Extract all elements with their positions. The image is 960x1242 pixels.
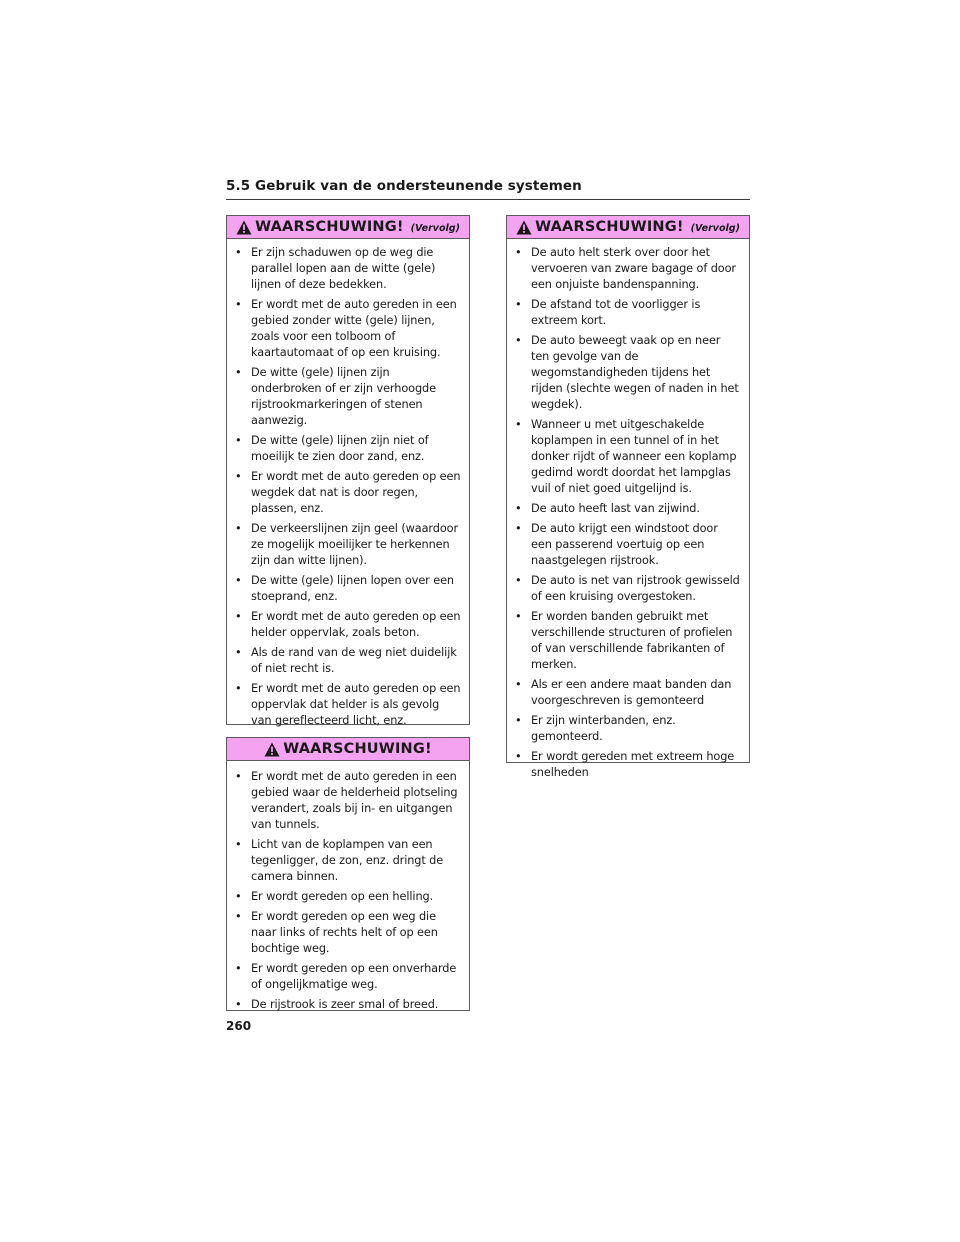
- list-item: [235, 645, 461, 677]
- bullet: •: [515, 298, 522, 311]
- list-item: [235, 469, 461, 517]
- list-item: [515, 501, 741, 517]
- list-item-text: De auto heeft last van zijwind.: [531, 502, 700, 515]
- list-item: [235, 909, 461, 957]
- list-item-text: Er wordt gereden op een onverharde of ongelijkmatige weg.: [251, 962, 457, 991]
- list-item-text: Er wordt met de auto gereden op een oppervlak dat helder is als gevolg van gereflecteerd licht, enz.: [251, 682, 461, 727]
- list-item-text: De auto is net van rijstrook gewisseld of een kruising overgestoken.: [531, 574, 740, 603]
- bullet: •: [235, 770, 242, 783]
- list-item-text: De witte (gele) lijnen zijn onderbroken of er zijn verhoogde rijstrookmarkeringen of stenen aanwezig.: [251, 366, 436, 427]
- bullet: •: [235, 610, 242, 623]
- bullet: •: [515, 334, 522, 347]
- list-item: [515, 749, 741, 781]
- bullet: •: [235, 298, 242, 311]
- bullet: •: [235, 522, 242, 535]
- list-item-text: Er wordt gereden op een helling.: [251, 890, 434, 903]
- list-item: [515, 297, 741, 329]
- bullet: •: [515, 750, 522, 763]
- list-item-text: Er wordt met de auto gereden op een wegdek dat nat is door regen, plassen, enz.: [251, 470, 461, 515]
- bullet: •: [235, 246, 242, 259]
- list-item: [515, 609, 741, 673]
- warning-header: [507, 216, 749, 239]
- warning-list: [227, 239, 469, 739]
- list-item-text: De witte (gele) lijnen zijn niet of moeilijk te zien door zand, enz.: [251, 434, 429, 463]
- bullet: •: [235, 998, 242, 1011]
- bullet: •: [515, 502, 522, 515]
- list-item-text: Wanneer u met uitgeschakelde koplampen in een tunnel of in het donker rijdt of wanneer een koplamp gedimd wordt doordat het lampglas vuil of niet goed uitgelijnd is.: [531, 418, 737, 495]
- warning-triangle-icon: [264, 742, 280, 757]
- list-item-text: Er zijn schaduwen op de weg die parallel lopen aan de witte (gele) lijnen of deze bedekken.: [251, 246, 436, 291]
- section-divider: [226, 199, 750, 200]
- list-item: [235, 837, 461, 885]
- list-item: [235, 889, 461, 905]
- list-item-text: Er wordt gereden met extreem hoge snelheden: [531, 750, 735, 779]
- warning-subtitle: (Vervolg): [690, 223, 740, 234]
- list-item: [235, 433, 461, 465]
- list-item-text: De auto helt sterk over door het vervoeren van zware bagage of door een onjuiste bandenspanning.: [531, 246, 736, 291]
- bullet: •: [235, 646, 242, 659]
- list-item-text: De rijstrook is zeer smal of breed.: [251, 998, 439, 1011]
- bullet: •: [235, 838, 242, 851]
- list-item-text: Er zijn winterbanden, enz. gemonteerd.: [531, 714, 676, 743]
- list-item: [515, 573, 741, 605]
- bullet: •: [515, 522, 522, 535]
- list-item-text: De auto beweegt vaak op en neer ten gevolge van de wegomstandigheden tijdens het rijden (slechte wegen of naden in het wegdek).: [531, 334, 739, 411]
- section-title: 5.5 Gebruik van de ondersteunende systemen: [226, 178, 582, 194]
- warning-title: WAARSCHUWING!: [535, 219, 684, 235]
- warning-subtitle: (Vervolg): [410, 223, 460, 234]
- warning-triangle-icon: [236, 220, 252, 235]
- list-item: [515, 333, 741, 413]
- list-item: [235, 997, 461, 1013]
- list-item-text: Als de rand van de weg niet duidelijk of niet recht is.: [251, 646, 457, 675]
- list-item: [235, 365, 461, 429]
- bullet: •: [235, 890, 242, 903]
- page-number: 260: [226, 1019, 252, 1033]
- list-item: [235, 297, 461, 361]
- list-item: [235, 961, 461, 993]
- list-item-text: De verkeerslijnen zijn geel (waardoor ze mogelijk moeilijker te herkennen zijn dan witte lijnen).: [251, 522, 459, 567]
- list-item-text: De witte (gele) lijnen lopen over een stoeprand, enz.: [251, 574, 454, 603]
- list-item: [515, 677, 741, 709]
- list-item-text: Er wordt gereden op een weg die naar links of rechts helt of op een bochtige weg.: [251, 910, 438, 955]
- bullet: •: [515, 418, 522, 431]
- warning-list: [227, 761, 469, 1023]
- list-item: [515, 417, 741, 497]
- list-item: [235, 609, 461, 641]
- warning-header: [227, 216, 469, 239]
- list-item-text: Licht van de koplampen van een tegenligger, de zon, enz. dringt de camera binnen.: [251, 838, 444, 883]
- list-item: [235, 521, 461, 569]
- list-item: [235, 245, 461, 293]
- bullet: •: [515, 610, 522, 623]
- warning-box-continued-right: [506, 215, 750, 779]
- warning-list: [507, 239, 749, 791]
- warning-title: WAARSCHUWING!: [255, 219, 404, 235]
- warning-triangle-icon: [516, 220, 532, 235]
- list-item: [515, 521, 741, 569]
- list-item-text: Er wordt met de auto gereden in een gebied waar de helderheid plotseling verandert, zoals bij in- en uitgangen van tunnels.: [251, 770, 458, 831]
- list-item-text: Als er een andere maat banden dan voorgeschreven is gemonteerd: [531, 678, 732, 707]
- bullet: •: [235, 962, 242, 975]
- bullet: •: [515, 574, 522, 587]
- bullet: •: [515, 246, 522, 259]
- warning-header: [227, 738, 469, 761]
- bullet: •: [235, 682, 242, 695]
- bullet: •: [235, 470, 242, 483]
- bullet: •: [515, 714, 522, 727]
- warning-title: WAARSCHUWING!: [283, 741, 432, 757]
- list-item: [235, 573, 461, 605]
- bullet: •: [235, 910, 242, 923]
- bullet: •: [515, 678, 522, 691]
- list-item: [515, 245, 741, 293]
- list-item-text: Er wordt met de auto gereden in een gebied zonder witte (gele) lijnen, zoals voor een tolboom of kaartautomaat of op een kruising.: [251, 298, 457, 359]
- list-item-text: De afstand tot de voorligger is extreem kort.: [531, 298, 701, 327]
- warning-box: [226, 737, 470, 1011]
- bullet: •: [235, 434, 242, 447]
- list-item: [515, 713, 741, 745]
- bullet: •: [235, 574, 242, 587]
- warning-box-continued-left: [226, 215, 470, 725]
- list-item-text: De auto krijgt een windstoot door een passerend voertuig op een naastgelegen rijstrook.: [531, 522, 718, 567]
- list-item: [235, 769, 461, 833]
- bullet: •: [235, 366, 242, 379]
- list-item-text: Er wordt met de auto gereden op een helder oppervlak, zoals beton.: [251, 610, 461, 639]
- list-item-text: Er worden banden gebruikt met verschillende structuren of profielen of van verschillende fabrikanten of merken.: [531, 610, 733, 671]
- list-item: [235, 681, 461, 729]
